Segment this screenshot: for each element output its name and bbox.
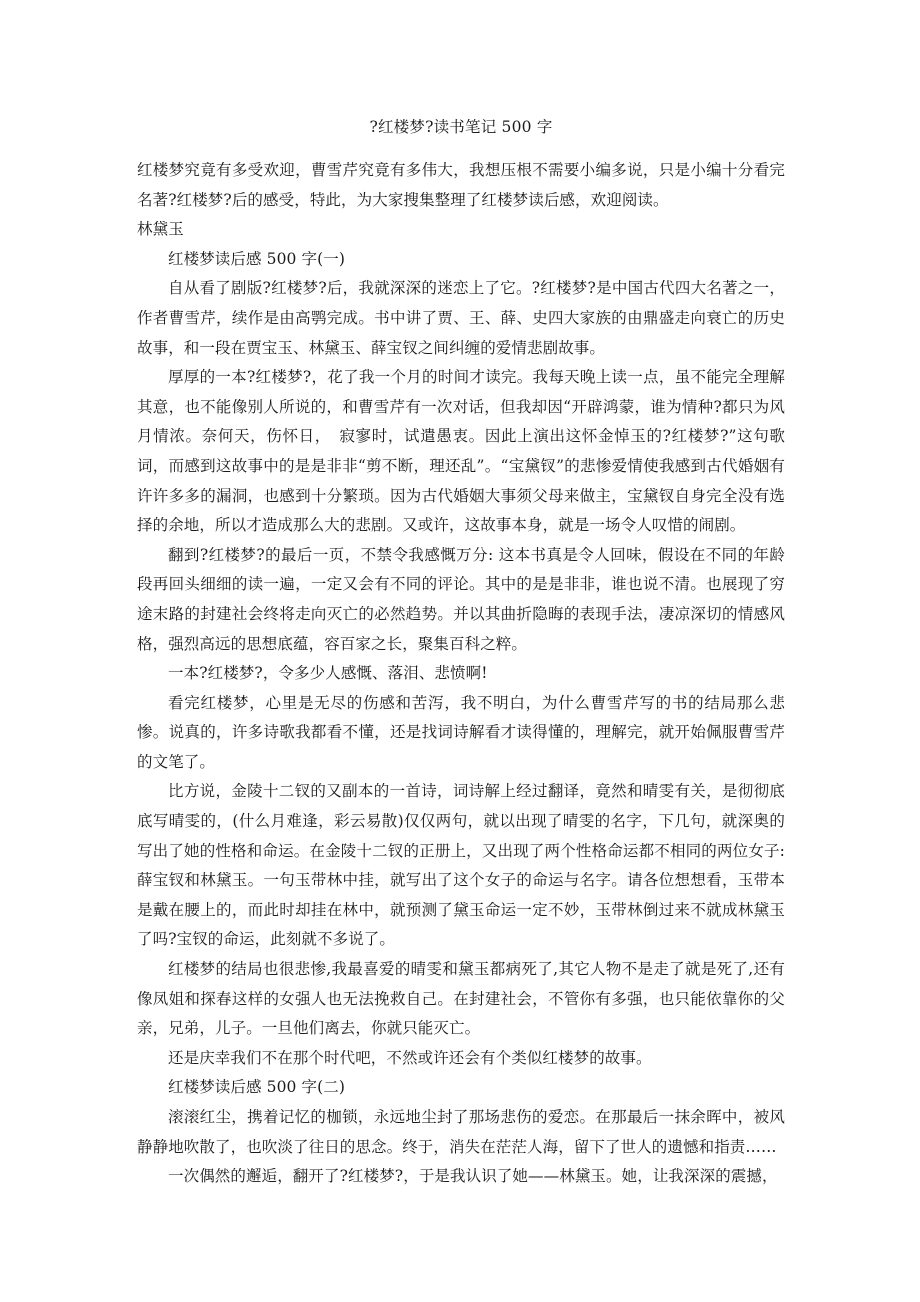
paragraph-para-4: 一本?红楼梦?，令多少人感慨、落泪、悲愤啊!	[168, 664, 488, 683]
document-body	[137, 112, 785, 1192]
paragraph-para-3: 翻到?红楼梦?的最后一页，不禁令我感慨万分: 这本书真是令人回味，假设在不同的年龄段再回头细细的读一遍，一定又会有不同的评论。其中的是是非非，谁也说不清。也展现了穷途末路的封建社会终将走向灭亡的必然趋势。并以其曲折隐晦的表现手法，凄凉深切的情感风格，强烈高远的思想底蕴，容百家之长，聚集百科之粹。	[137, 545, 785, 653]
paragraph-section-heading-1: 红楼梦读后感 500 字(一)	[168, 249, 346, 268]
document-blocks	[137, 156, 785, 1192]
paragraph-section-heading-2: 红楼梦读后感 500 字(二)	[168, 1078, 346, 1097]
paragraph-para-1: 自从看了剧版?红楼梦?后，我就深深的迷恋上了它。?红楼梦?是中国古代四大名著之一，作者曹雪芹，续作是由高鹗完成。书中讲了贾、王、薛、史四大家族的由鼎盛走向衰亡的历史故事，和一段在贾宝玉、林黛玉、薛宝钗之间纠缠的爱情悲剧故事。	[137, 279, 785, 357]
paragraph-intro: 红楼梦究竟有多受欢迎，曹雪芹究竟有多伟大，我想压根不需要小编多说，只是小编十分看完名著?红楼梦?后的感受，特此，为大家搜集整理了红楼梦读后感，欢迎阅读。	[137, 161, 785, 209]
paragraph-para-6: 比方说，金陵十二钗的又副本的一首诗，词诗解上经过翻译，竟然和晴雯有关，是彻彻底底写晴雯的，(什么月难逢，彩云易散)仅仅两句，就以出现了晴雯的名字，下几句，就深奥的写出了她的性格和命运。在金陵十二钗的正册上，又出现了两个性格命运都不相同的两位女子: 薛宝钗和林黛玉。一句玉带林中挂，就写出了这个女子的命运与名字。请各位想想看，玉带本是戴在腰上的，而此时却挂在林中，就预测了黛玉命运一定不妙，玉带林倒过来不就成林黛玉了吗?宝钗的命运，此刻就不多说了。	[137, 782, 785, 949]
paragraph-para-9: 滚滚红尘，携着记忆的枷锁，永远地尘封了那场悲伤的爱恋。在那最后一抹余晖中，被风静静地吹散了，也吹淡了往日的思念。终于，消失在茫茫人海，留下了世人的遗憾和指责……	[137, 1108, 785, 1156]
paragraph-para-5: 看完红楼梦，心里是无尽的伤感和苦泻，我不明白，为什么曹雪芹写的书的结局那么悲惨。说真的，许多诗歌我都看不懂，还是找词诗解看才读得懂的，理解完，就开始佩服曹雪芹的文笔了。	[137, 693, 785, 771]
paragraph-byline: 林黛玉	[137, 220, 184, 239]
paragraph-para-10: 一次偶然的邂逅，翻开了?红楼梦?，于是我认识了她——林黛玉。她，让我深深的震撼，	[168, 1167, 778, 1186]
paragraph-para-8: 还是庆幸我们不在那个时代吧，不然或许还会有个类似红楼梦的故事。	[168, 1048, 652, 1067]
paragraph-para-2: 厚厚的一本?红楼梦?，花了我一个月的时间才读完。我每天晚上读一点，虽不能完全理解其意，也不能像别人所说的，和曹雪芹有一次对话，但我却因“开辟鸿蒙，谁为情种?都只为风月情浓。奈何天，伤怀日， 寂寥时，试遣愚衷。因此上演出这怀金悼玉的?红楼梦?”这句歌词，而感到这故事中的是是非非“剪不断，理还乱”。“宝黛钗”的悲惨爱情使我感到古代婚姻有许许多多的漏洞，也感到十分繁琐。因为古代婚姻大事须父母来做主，宝黛钗自身完全没有选择的余地，所以才造成那么大的悲剧。又或许，这故事本身，就是一场令人叹惜的闹剧。	[137, 368, 785, 535]
paragraph-para-7: 红楼梦的结局也很悲惨,我最喜爱的晴雯和黛玉都病死了,其它人物不是走了就是死了,还有像凤姐和探春这样的女强人也无法挽救自己。在封建社会，不管你有多强，也只能依靠你的父亲，兄弟，儿子。一旦他们离去，你就只能灭亡。	[137, 960, 785, 1038]
page-title: ?红楼梦?读书笔记 500 字	[369, 118, 553, 136]
